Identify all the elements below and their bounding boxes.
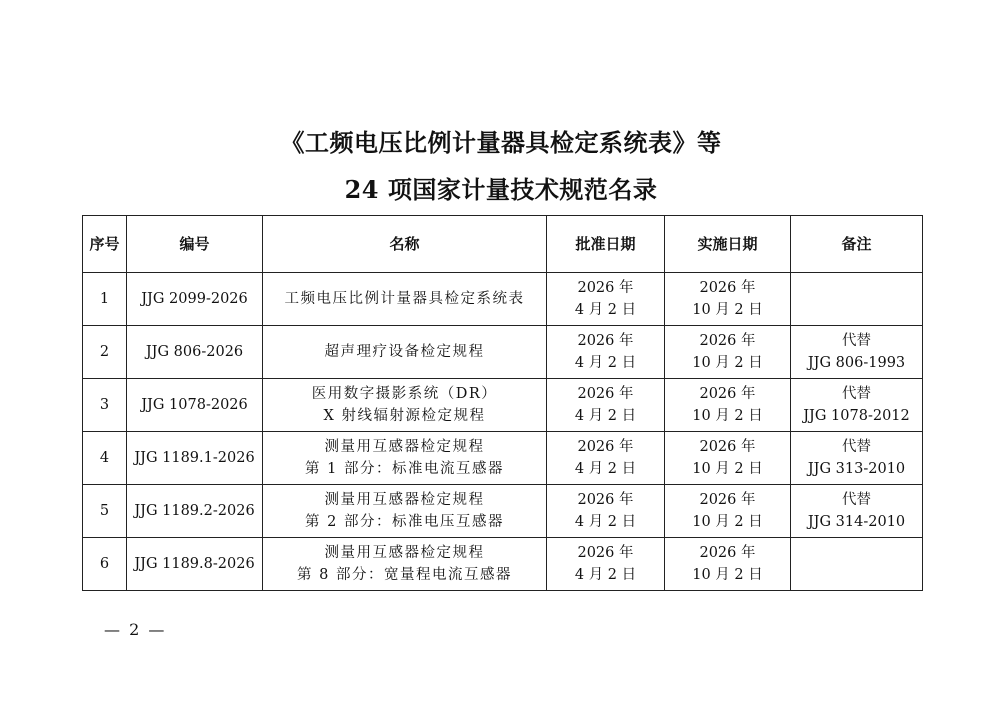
cell-seq: 3 <box>83 379 127 432</box>
cell-code: JJG 2099-2026 <box>127 273 263 326</box>
cell-seq: 6 <box>83 538 127 591</box>
effective-month-day: 10 月 2 日 <box>692 567 763 583</box>
effective-year: 2026 年 <box>699 492 756 508</box>
remark-line-2: JJG 313-2010 <box>807 461 906 477</box>
cell-effective-date <box>665 485 791 538</box>
cell-effective-date <box>665 538 791 591</box>
cell-name <box>263 432 547 485</box>
name-line-1: 测量用互感器检定规程 <box>324 439 485 455</box>
name-line-2: 第 8 部分：宽量程电流互感器 <box>297 567 512 583</box>
header-name: 名称 <box>263 216 547 273</box>
header-effective-date: 实施日期 <box>665 216 791 273</box>
cell-name <box>263 326 547 379</box>
effective-month-day: 10 月 2 日 <box>692 302 763 318</box>
remark-line-1: 代替 <box>842 333 871 349</box>
table-row <box>83 326 923 379</box>
cell-name <box>263 485 547 538</box>
remark-line-2: JJG 1078-2012 <box>803 408 910 424</box>
approval-year: 2026 年 <box>577 545 634 561</box>
cell-remarks <box>791 326 923 379</box>
cell-code: JJG 1189.2-2026 <box>127 485 263 538</box>
effective-year: 2026 年 <box>699 439 756 455</box>
table-row <box>83 538 923 591</box>
table-header-row <box>83 216 923 273</box>
cell-name <box>263 273 547 326</box>
header-approval-date: 批准日期 <box>547 216 665 273</box>
remark-line-1: 代替 <box>842 439 871 455</box>
name-line-2: 第 2 部分：标准电压互感器 <box>305 514 504 530</box>
page-number: — 2 — <box>104 620 167 639</box>
cell-effective-date <box>665 273 791 326</box>
table-row <box>83 379 923 432</box>
effective-year: 2026 年 <box>699 545 756 561</box>
cell-remarks <box>791 538 923 591</box>
cell-approval-date <box>547 432 665 485</box>
approval-year: 2026 年 <box>577 492 634 508</box>
name-line-2: 第 1 部分：标准电流互感器 <box>305 461 504 477</box>
cell-approval-date <box>547 538 665 591</box>
name-line-2: X 射线辐射源检定规程 <box>323 408 486 424</box>
cell-code: JJG 1189.1-2026 <box>127 432 263 485</box>
effective-month-day: 10 月 2 日 <box>692 514 763 530</box>
remark-line-2: JJG 806-1993 <box>807 355 906 371</box>
effective-month-day: 10 月 2 日 <box>692 408 763 424</box>
remark-line-1: 代替 <box>842 492 871 508</box>
cell-name <box>263 538 547 591</box>
approval-month-day: 4 月 2 日 <box>574 355 637 371</box>
cell-effective-date <box>665 326 791 379</box>
approval-month-day: 4 月 2 日 <box>574 461 637 477</box>
cell-approval-date <box>547 326 665 379</box>
cell-seq: 1 <box>83 273 127 326</box>
approval-year: 2026 年 <box>577 386 634 402</box>
approval-month-day: 4 月 2 日 <box>574 567 637 583</box>
header-code: 编号 <box>127 216 263 273</box>
specification-catalog-table <box>82 215 923 591</box>
cell-remarks <box>791 273 923 326</box>
remark-line-1: 代替 <box>842 386 871 402</box>
header-seq: 序号 <box>83 216 127 273</box>
table-row <box>83 432 923 485</box>
cell-approval-date <box>547 273 665 326</box>
name-line-1: 工频电压比例计量器具检定系统表 <box>284 291 525 307</box>
effective-month-day: 10 月 2 日 <box>692 355 763 371</box>
cell-approval-date <box>547 379 665 432</box>
name-line-1: 超声理疗设备检定规程 <box>324 344 485 360</box>
document-title-line-2: 24 项国家计量技术规范名录 <box>344 175 658 204</box>
table-row <box>83 273 923 326</box>
approval-year: 2026 年 <box>577 280 634 296</box>
cell-seq: 4 <box>83 432 127 485</box>
approval-month-day: 4 月 2 日 <box>574 302 637 318</box>
approval-month-day: 4 月 2 日 <box>574 514 637 530</box>
effective-year: 2026 年 <box>699 333 756 349</box>
name-line-1: 测量用互感器检定规程 <box>324 545 485 561</box>
document-title-line-1: 《工频电压比例计量器具检定系统表》等 <box>280 128 722 157</box>
name-line-1: 医用数字摄影系统（DR） <box>311 386 498 402</box>
cell-seq: 5 <box>83 485 127 538</box>
effective-month-day: 10 月 2 日 <box>692 461 763 477</box>
cell-effective-date <box>665 432 791 485</box>
approval-year: 2026 年 <box>577 439 634 455</box>
cell-remarks <box>791 485 923 538</box>
header-remarks: 备注 <box>791 216 923 273</box>
cell-code: JJG 806-2026 <box>127 326 263 379</box>
cell-code: JJG 1078-2026 <box>127 379 263 432</box>
cell-approval-date <box>547 485 665 538</box>
cell-remarks <box>791 432 923 485</box>
approval-month-day: 4 月 2 日 <box>574 408 637 424</box>
cell-code: JJG 1189.8-2026 <box>127 538 263 591</box>
cell-name <box>263 379 547 432</box>
name-line-1: 测量用互感器检定规程 <box>324 492 485 508</box>
remark-line-2: JJG 314-2010 <box>807 514 906 530</box>
cell-effective-date <box>665 379 791 432</box>
cell-remarks <box>791 379 923 432</box>
effective-year: 2026 年 <box>699 280 756 296</box>
approval-year: 2026 年 <box>577 333 634 349</box>
effective-year: 2026 年 <box>699 386 756 402</box>
cell-seq: 2 <box>83 326 127 379</box>
table-row <box>83 485 923 538</box>
